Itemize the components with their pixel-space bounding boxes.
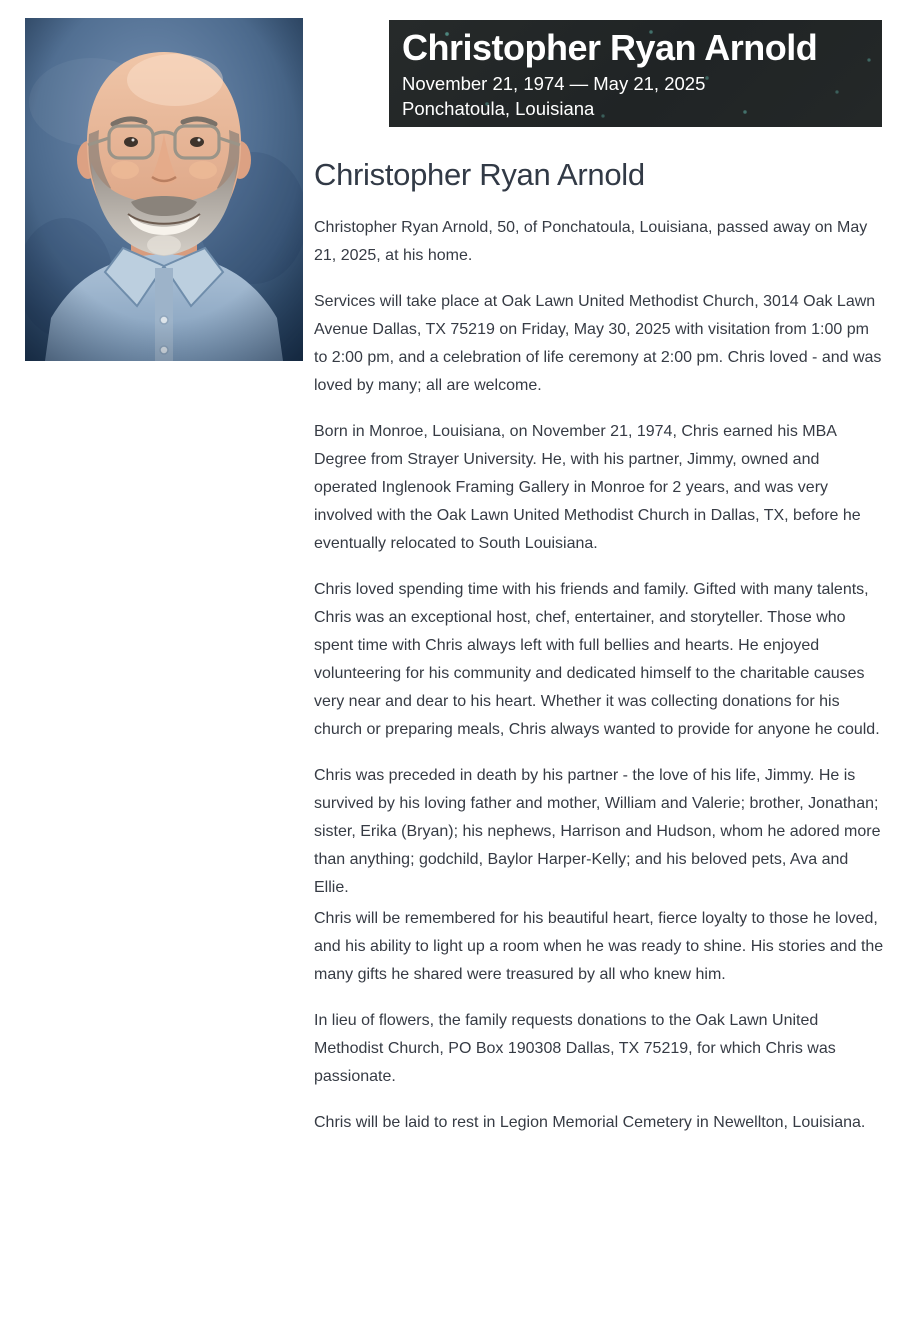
banner (389, 20, 882, 127)
obituary-paragraph-family: Chris was preceded in death by his partner - the love of his life, Jimmy. He is survived by his loving father and mother, William and Valerie; brother, Jonathan; sister, Erika (Bryan); his nephews, Harrison and Hudson, whom he adored more than anything; godchild, Baylor Harper-Kelly; and his beloved pets, Ava and Ellie. (314, 767, 881, 896)
portrait-photo (25, 18, 303, 361)
obituary-paragraph-personality: Chris loved spending time with his friends and family. Gifted with many talents, Chris was an exceptional host, chef, entertainer, and storyteller. Those who spent time with Chris always left with full bellies and hearts. He enjoyed volunteering for his community and dedicated himself to the charitable causes very near and dear to his heart. Whether it was collecting donations for his church or preparing meals, Chris always wanted to provide for anyone he could. (314, 581, 880, 738)
obituary-paragraph-biography: Born in Monroe, Louisiana, on November 21, 1974, Chris earned his MBA Degree from Strayer University. He, with his partner, Jimmy, owned and operated Inglenook Framing Gallery in Monroe for 2 years, and was very involved with the Oak Lawn United Methodist Church in Dallas, TX, before he eventually relocated to South Louisiana. (314, 423, 861, 552)
obituary-paragraph-burial: Chris will be laid to rest in Legion Memorial Cemetery in Newellton, Louisiana. (314, 1114, 866, 1131)
obituary-heading: Christopher Ryan Arnold (314, 157, 645, 192)
portrait-photo-illustration (25, 18, 303, 361)
obituary-paragraph-remembrance: Chris will be remembered for his beautiful heart, fierce loyalty to those he loved, and his ability to light up a room when he was ready to shine. His stories and the many gifts he shared were treasured by all who knew him. (314, 910, 884, 983)
banner-dates: November 21, 1974 — May 21, 2025 (402, 73, 706, 94)
obituary-paragraph-intro: Christopher Ryan Arnold, 50, of Ponchatoula, Louisiana, passed away on May 21, 2025, at his home. (314, 219, 868, 264)
banner-location: Ponchatoula, Louisiana (402, 98, 595, 119)
obituary-content (314, 156, 884, 1137)
obituary-paragraph-donations: In lieu of flowers, the family requests donations to the Oak Lawn United Methodist Church, PO Box 190308 Dallas, TX 75219, for which Chris was passionate. (314, 1012, 836, 1085)
obituary-paragraph-services: Services will take place at Oak Lawn United Methodist Church, 3014 Oak Lawn Avenue Dallas, TX 75219 on Friday, May 30, 2025 with visitation from 1:00 pm to 2:00 pm, and a celebration of life ceremony at 2:00 pm. Chris loved - and was loved by many; all are welcome. (314, 293, 882, 394)
banner-name: Christopher Ryan Arnold (402, 27, 818, 68)
